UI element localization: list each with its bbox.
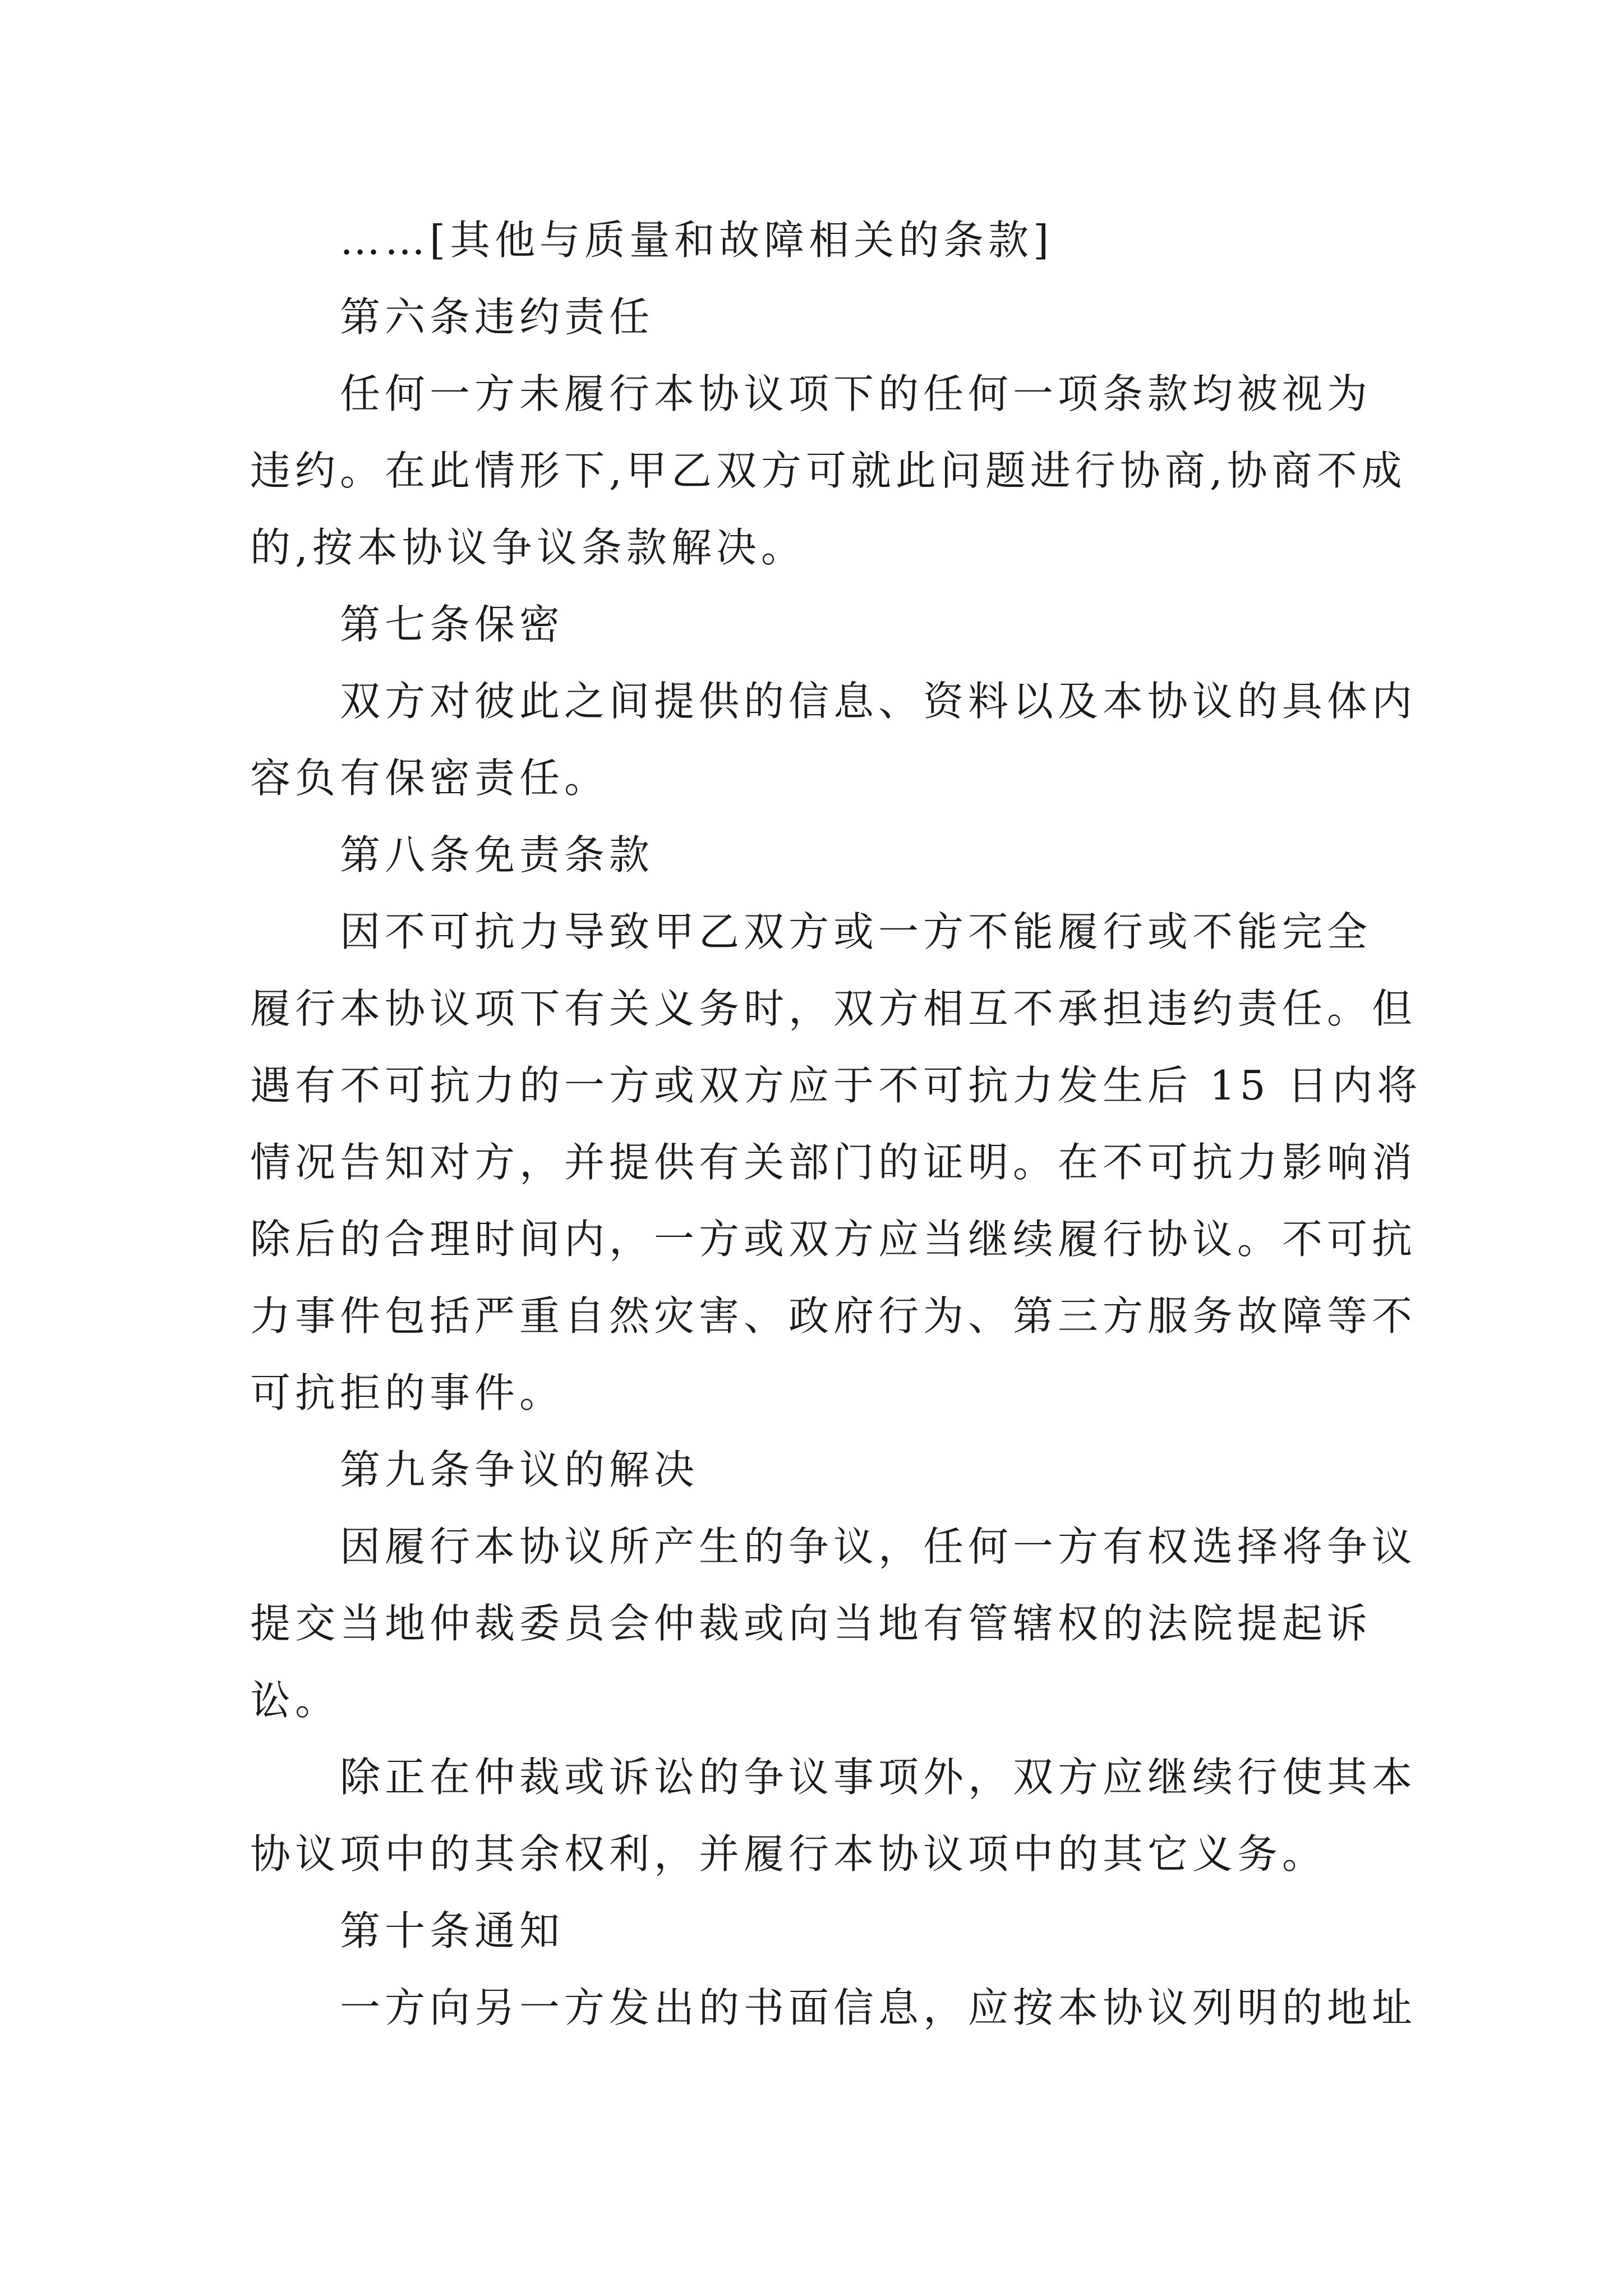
clause-line: 讼。: [250, 1677, 340, 1724]
clause-line: 可抗拒的事件。: [250, 1369, 565, 1416]
clause-line: 提交当地仲裁委员会仲裁或向当地有管辖权的法院提起诉: [250, 1600, 1372, 1647]
clause-line: 的,按本协议争议条款解决。: [250, 524, 806, 571]
document-body: [250, 202, 1422, 2046]
clause-line: 除正在仲裁或诉讼的争议事项外，双方应继续行使其本: [340, 1754, 1417, 1801]
clause-line: 容负有保密责任。: [250, 754, 610, 802]
clause-line: 任何一方未履行本协议项下的任何一项条款均被视为: [340, 370, 1372, 417]
clause-line: 遇有不可抗力的一方或双方应于不可抗力发生后 15 日内将: [250, 1062, 1422, 1109]
clause-line: 双方对彼此之间提供的信息、资料以及本协议的具体内: [340, 678, 1417, 725]
clause-line: ……[其他与质量和故障相关的条款]: [340, 217, 1054, 264]
clause-line: 履行本协议项下有关义务时，双方相互不承担违约责任。但: [250, 985, 1417, 1032]
clause-line: 力事件包括严重自然灾害、政府行为、第三方服务故障等不: [250, 1292, 1417, 1340]
article-heading: 第九条争议的解决: [340, 1446, 699, 1493]
article-heading: 第六条违约责任: [340, 293, 654, 341]
clause-line: 违约。在此情形下,甲乙双方可就此问题进行协商,协商不成: [250, 447, 1407, 494]
clause-line: 因履行本协议所产生的争议，任何一方有权选择将争议: [340, 1523, 1417, 1570]
article-heading: 第八条免责条款: [340, 831, 654, 878]
clause-line: 协议项中的其余权利，并履行本协议项中的其它义务。: [250, 1830, 1327, 1878]
clause-line: 因不可抗力导致甲乙双方或一方不能履行或不能完全: [340, 908, 1372, 955]
article-heading: 第七条保密: [340, 601, 565, 648]
clause-line: 除后的合理时间内，一方或双方应当继续履行协议。不可抗: [250, 1216, 1417, 1263]
article-heading: 第十条通知: [340, 1907, 565, 1954]
clause-line: 情况告知对方，并提供有关部门的证明。在不可抗力影响消: [250, 1139, 1417, 1186]
clause-line: 一方向另一方发出的书面信息，应按本协议列明的地址: [340, 1984, 1417, 2031]
